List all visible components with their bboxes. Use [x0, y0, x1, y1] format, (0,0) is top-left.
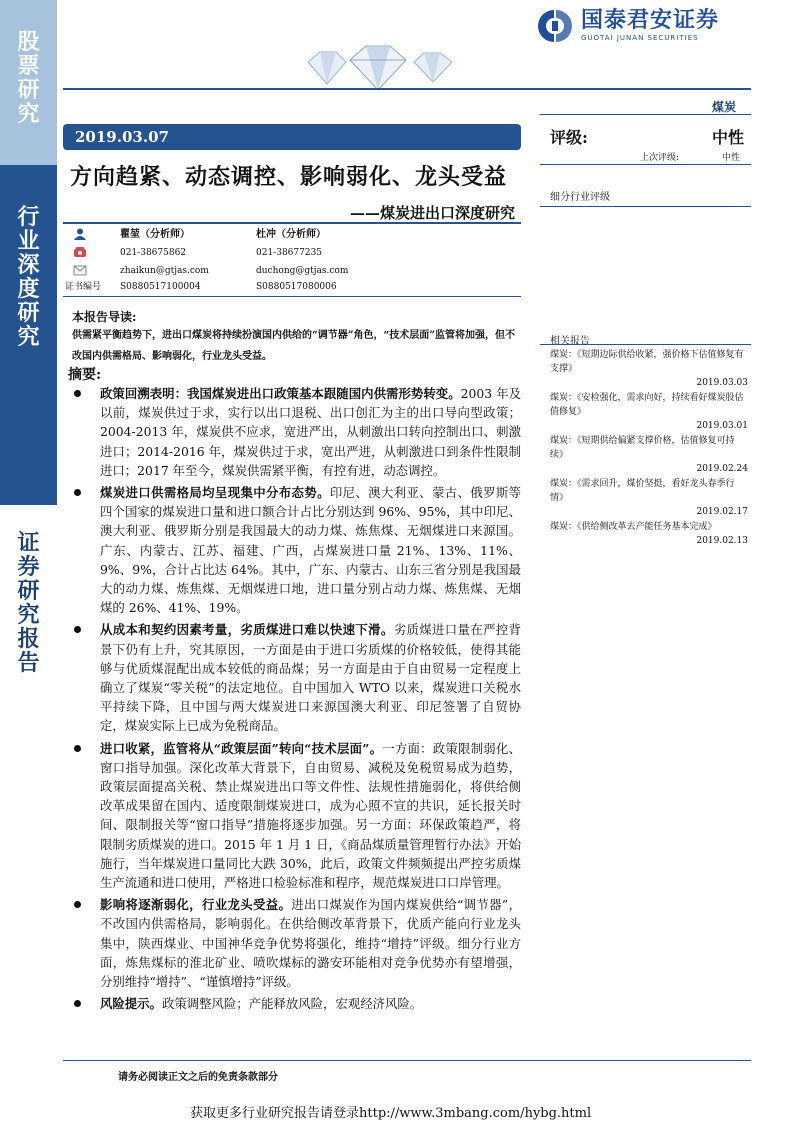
related-report-date: 2019.03.01 [696, 421, 748, 431]
related-report-title[interactable]: 煤炭：《短期边际供给收紧，强价格下估值修复有支撑》 [550, 350, 744, 374]
related-report-date: 2019.02.24 [696, 464, 748, 474]
bullet-text: 一方面：政策限制弱化、窗口指导加强。深化改革大背景下，自由贸易、减税及免税贸易成为趋势，政策层面提高关税、禁止煤炭进出口等文件性、法规性措施弱化，将供给侧改革成果留在国内、适度限制煤炭进口，成为心照不宣的共识，延长报关时间、限制报关等“窗口指导”措施将逐步加强。另一方面：环保政策趋严，将限制劣质煤炭的进口。2015 年 1 月 1 日，《商品煤质量管理暂行办法》开始施行，当年煤炭进口量同比大跌 30%，此后，政策文件频频提出严控劣质煤生产流通和进口使用，严格进口检验标准和程序，规范煤炭进口口岸管理。 [100, 740, 521, 891]
bullet-text: 印尼、澳大利亚、蒙古、俄罗斯等四个国家的煤炭进口量和进口额合计占比分别达到 96%、95%，其中印尼、澳大利亚、俄罗斯分别是我国最大的动力煤、炼焦煤、无烟煤进口来源国。广东、内蒙古、江苏、福建、广西，占煤炭进口量 21%、13%、11%、9%、9%，合计占比达 64%。其中，广东、内蒙古、山东三省分别是我国最大的动力煤、炼焦煤、无烟煤进口地，进口量分别占动力煤、炼焦煤、无烟煤的 26%、41%、19%。 [100, 485, 522, 616]
bullet-dot-icon [74, 390, 81, 397]
industry-tag: 煤炭 [712, 100, 737, 114]
related-report-date: 2019.03.03 [696, 378, 748, 388]
bullet-text: 2003 年及以前，煤炭供过于求，实行以出口退税、出口创汇为主的出口导向型政策；2004-2013 年，煤炭供不应求，宽进严出，从刺激出口转向控制出口、刺激进口；2014-2016 年，煤炭供过于求，宽出严进，从刺激进口到条件性限制进口；2017 年至今，煤炭供需紧平衡，有控有进，动态调控。 [100, 386, 522, 478]
sidebar-securities-report [0, 505, 57, 1122]
related-report-title[interactable]: 煤炭：《短期供给偏紧支撑价格，估值修复可持续》 [550, 436, 735, 460]
envelope-icon [73, 264, 87, 276]
sidebar-char: 度 [17, 276, 40, 302]
sidebar-char: 行 [17, 204, 40, 230]
sidebar-char: 告 [17, 650, 40, 676]
summary-bullet [74, 994, 521, 1013]
diamonds-decoration-icon [302, 40, 462, 92]
header-divider [63, 88, 751, 90]
analyst-phone: 021-38677235 [256, 248, 323, 258]
sidebar-char: 究 [17, 602, 40, 628]
summary-bullet [74, 739, 521, 893]
footer-link[interactable]: 获取更多行业研究报告请登录http://www.3mbang.com/hybg.html [190, 1106, 592, 1121]
sidebar-char: 究 [17, 101, 40, 127]
analyst-divider [63, 296, 521, 297]
related-report-title[interactable]: 煤炭：《安检强化，需求向好，持续看好煤炭股估值修复》 [550, 393, 744, 417]
analyst-email[interactable]: duchong@gtjas.com [256, 266, 349, 276]
logo-english-name: GUOTAI JUNAN SECURITIES [581, 34, 699, 42]
sidebar-char: 报 [17, 626, 40, 652]
bullet-heading: 煤炭进口供需格局均呈现集中分布态势。 [100, 485, 330, 501]
bullet-heading: 进口收紧，监管将从“政策层面”转向“技术层面”。 [100, 740, 383, 756]
sidebar-char: 研 [17, 578, 40, 604]
sub-industry-rating-label: 细分行业评级 [550, 192, 610, 203]
sidebar-char: 究 [17, 324, 40, 350]
bullet-text: 政策调整风险；产能释放风险，宏观经济风险。 [161, 996, 423, 1012]
cert-label: 证书编号 [65, 282, 102, 292]
analyst-cert: S0880517080006 [256, 282, 337, 292]
sidebar-char: 研 [17, 77, 40, 103]
rating-label: 评级: [550, 128, 588, 147]
previous-rating-label: 上次评级: [640, 153, 680, 163]
related-report-date: 2019.02.13 [696, 536, 748, 546]
sidebar-char: 深 [17, 252, 40, 278]
phone-icon [73, 246, 87, 258]
analyst-name: 杜冲（分析师） [256, 229, 326, 240]
related-reports-heading: 相关报告 [550, 336, 590, 347]
title-divider [63, 222, 521, 224]
report-subtitle: ——煤炭进出口深度研究 [349, 204, 515, 222]
disclaimer-notice: 请务必阅读正文之后的免责条款部分 [118, 1072, 278, 1083]
previous-rating-value: 中性 [722, 153, 741, 163]
analyst-email[interactable]: zhaikun@gtjas.com [120, 266, 209, 276]
guide-heading: 本报告导读: [72, 310, 137, 324]
report-title: 方向趋紧、动态调控、影响弱化、龙头受益 [70, 164, 508, 190]
sidebar-char: 股 [17, 29, 40, 55]
related-report-date: 2019.02.17 [696, 507, 748, 517]
person-icon [73, 228, 87, 240]
logo-mark-icon [533, 8, 575, 44]
summary-bullet [74, 384, 521, 480]
company-logo [533, 6, 753, 46]
analyst-cert: S0880517100004 [120, 282, 201, 292]
related-report-title[interactable]: 煤炭：《需求回升，煤价坚挺，看好龙头春季行情》 [550, 479, 735, 503]
analyst-info [63, 226, 521, 296]
sidebar-char: 证 [17, 530, 40, 556]
guide-body: 供需紧平衡趋势下，进出口煤炭将持续扮演国内供给的“调节器”角色，“技术层面”监管将加强，但不改国内供需格局、影响弱化，行业龙头受益。 [72, 330, 516, 362]
bullet-heading: 风险提示。 [100, 996, 162, 1012]
sidebar-char: 券 [17, 554, 40, 580]
sidebar [0, 0, 57, 1122]
rating-value: 中性 [712, 128, 745, 147]
sidebar-industry-research [0, 165, 57, 505]
related-report-title[interactable]: 煤炭：《供给侧改革去产能任务基本完成》 [550, 522, 717, 532]
sidebar-char: 票 [17, 53, 40, 79]
summary-bullet [74, 620, 521, 735]
report-date: 2019.03.07 [63, 124, 521, 150]
bullet-text: 劣质煤进口量在严控背景下仍有上升，究其原因，一方面是由于进口劣质煤的价格较低，使得其能够与优质煤混配出成本较低的商品煤；另一方面是由于自由贸易一定程度上确立了煤炭“零关税”的法定地位。自中国加入 WTO 以来，煤炭进口关税水平持续下降，且中国与两大煤炭进口来源国澳大利亚、印尼签署了自贸协定，煤炭实际上已成为免税商品。 [100, 622, 522, 734]
bullet-heading: 从成本和契约因素考量，劣质煤进口难以快速下滑。 [100, 622, 394, 638]
bullet-dot-icon [74, 489, 81, 496]
sub-rating-divider [540, 206, 751, 207]
analyst-phone: 021-38675862 [120, 248, 187, 258]
related-reports-divider [540, 344, 751, 345]
summary-bullet [74, 895, 521, 991]
related-reports-list [550, 348, 748, 549]
bullet-heading: 影响将逐渐弱化，行业龙头受益。 [100, 897, 292, 913]
bullet-text: 进出口煤炭作为国内煤炭供给“调节器”，不改国内供需格局，影响弱化。在供给侧改革背景下，优质产能向行业龙头集中，陕西煤业、中国神华竞争优势将强化，维持“增持”评级。细分行业方面，炼焦煤标的淮北矿业、喷吹煤标的潞安环能相对竞争优势亦有望增强，分别维持“增持”、“谨慎增持”评级。 [100, 897, 522, 990]
sidebar-char: 研 [17, 300, 40, 326]
summary-bullets [74, 384, 521, 1017]
bullet-dot-icon [74, 901, 81, 908]
analyst-name: 瞿堃（分析师） [120, 229, 190, 240]
bullet-dot-icon [74, 1000, 81, 1007]
sidebar-stock-research [0, 0, 57, 165]
header-divider-right [540, 114, 751, 115]
summary-bullet [74, 483, 521, 617]
footer-divider [63, 1060, 751, 1061]
bullet-heading: 政策回溯表明：我国煤炭进出口政策基本跟随国内供需形势转变。 [100, 386, 461, 401]
summary-heading: 摘要: [68, 367, 102, 383]
sidebar-char: 业 [17, 228, 40, 254]
rating-divider [540, 164, 751, 165]
bullet-dot-icon [74, 626, 81, 633]
bullet-dot-icon [74, 745, 81, 752]
logo-chinese-name: 国泰君安证券 [581, 8, 720, 33]
